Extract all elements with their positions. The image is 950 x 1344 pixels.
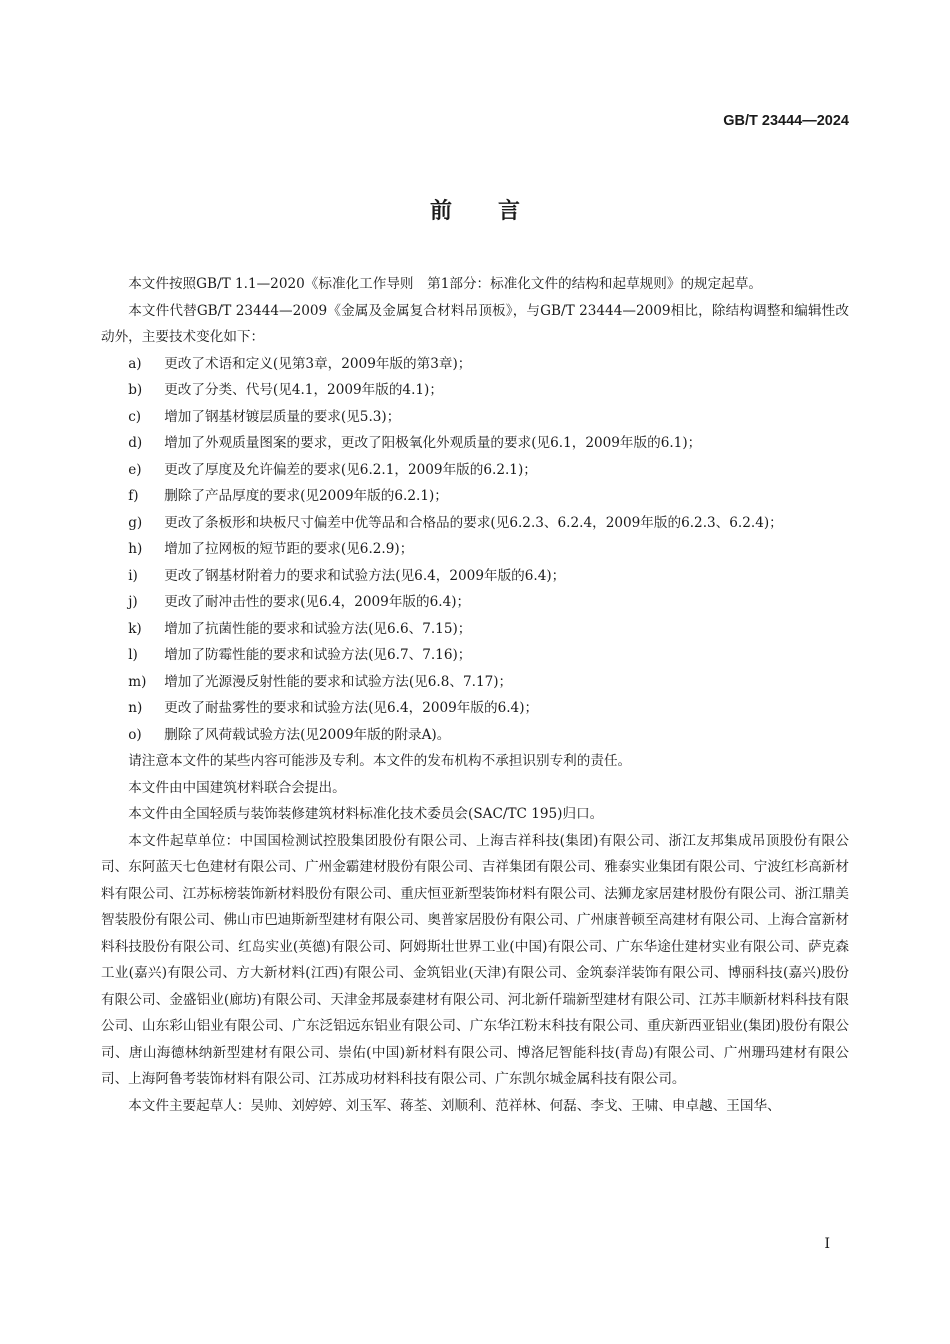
page-number: I — [824, 1236, 830, 1252]
list-marker: k) — [128, 620, 142, 637]
list-marker: m) — [128, 673, 147, 690]
list-text: 删除了产品厚度的要求(见2009年版的6.2.1)； — [164, 488, 448, 504]
list-item — [101, 536, 849, 563]
list-text: 增加了拉网板的短节距的要求(见6.2.9)； — [164, 541, 414, 557]
list-item — [101, 457, 849, 484]
list-item — [101, 510, 849, 537]
list-text: 更改了分类、代号(见4.1，2009年版的4.1)； — [164, 382, 443, 398]
list-text: 更改了厚度及允许偏差的要求(见6.2.1，2009年版的6.2.1)； — [164, 461, 537, 478]
page-title: 前言 — [429, 199, 566, 224]
list-item — [101, 616, 849, 643]
list-marker: a) — [128, 355, 142, 372]
paragraph: 本文件由全国轻质与装饰装修建筑材料标准化技术委员会(SAC/TC 195)归口。 — [128, 806, 604, 822]
list-item — [101, 669, 849, 696]
drafters-paragraph: 本文件主要起草人：吴帅、刘婷婷、刘玉军、蒋荃、刘顺利、范祥林、何磊、李戈、王啸、申卓越、王国华、 — [128, 1097, 781, 1114]
list-item — [101, 351, 849, 378]
list-marker: o) — [128, 726, 142, 743]
list-item — [101, 695, 849, 722]
list-marker: d) — [128, 435, 143, 451]
list-marker: c) — [128, 408, 142, 425]
paragraph: 请注意本文件的某些内容可能涉及专利。本文件的发布机构不承担识别专利的责任。 — [128, 753, 632, 769]
list-marker: e) — [128, 461, 142, 478]
list-text: 更改了耐盐雾性的要求和试验方法(见6.4，2009年版的6.4)； — [164, 700, 539, 716]
list-marker: j) — [128, 594, 138, 610]
list-text: 增加了外观质量图案的要求，更改了阳极氧化外观质量的要求(见6.1，2009年版的6.1)； — [164, 435, 702, 451]
list-text: 增加了光源漫反射性能的要求和试验方法(见6.8、7.17)； — [164, 673, 513, 690]
list-marker: l) — [128, 647, 138, 663]
list-item — [101, 722, 849, 749]
list-marker: f) — [128, 488, 139, 504]
list-text: 增加了钢基材镀层质量的要求(见5.3)； — [164, 408, 401, 425]
list-text: 更改了术语和定义(见第3章，2009年版的第3章)； — [164, 355, 472, 372]
standard-code: GB/T 23444—2024 — [723, 113, 849, 129]
list-text: 更改了耐冲击性的要求(见6.4，2009年版的6.4)； — [164, 594, 471, 610]
list-text: 增加了防霉性能的要求和试验方法(见6.7、7.16)； — [164, 647, 472, 663]
list-item — [101, 483, 849, 510]
list-marker: g) — [128, 514, 143, 531]
list-marker: h) — [128, 541, 143, 557]
paragraph: 本文件由中国建筑材料联合会提出。 — [128, 779, 346, 796]
paragraph: 本文件代替GB/T 23444—2009《金属及金属复合材料吊顶板》，与GB/T 23444—2009相比，除结构调整和编辑性改动外，主要技术变化如下： — [101, 302, 849, 345]
list-marker: b) — [128, 382, 143, 398]
list-marker: i) — [128, 567, 138, 584]
list-item — [101, 377, 849, 404]
list-item — [101, 430, 849, 457]
list-item — [101, 642, 849, 669]
drafting-units-paragraph: 本文件起草单位：中国国检测试控股集团股份有限公司、上海吉祥科技(集团)有限公司、浙江友邦集成吊顶股份有限公司、东阿蓝天七色建材有限公司、广州金霸建材股份有限公司、吉祥集团有限公司、雅泰实业集团有限公司、宁波红杉高新材料有限公司、江苏标榜装饰新材料股份有限公司、重庆恒亚新型装饰材料有限公司、法狮龙家居建材股份有限公司、浙江鼎美智装股份有限公司、佛山市巴迪斯新型建材有限公司、奥普家居股份有限公司、广州康普顿至高建材有限公司、上海合富新材料科技股份有限公司、红岛实业(英德)有限公司、阿姆斯壮世界工业(中国)有限公司、广东华途仕建材实业有限公司、萨克森工业(嘉兴)有限公司、方大新材料(江西)有限公司、金筑铝业(天津)有限公司、金筑泰洋装饰有限公司、博丽科技(嘉兴)股份有限公司、金盛铝业(廊坊)有限公司、天津金邦晟泰建材有限公司、河北新仟瑞新型建材有限公司、江苏丰顺新材料科技有限公司、山东彩山铝业有限公司、广东泛铝远东铝业有限公司、广东华江粉末科技有限公司、重庆新西亚铝业(集团)股份有限公司、唐山海德林纳新型建材有限公司、崇佑(中国)新材料有限公司、博洛尼智能科技(青岛)有限公司、广州珊玛建材有限公司、上海阿鲁考装饰材料有限公司、江苏成功材料科技有限公司、广东凯尔城金属科技有限公司。 — [101, 832, 849, 1087]
list-item — [101, 404, 849, 431]
list-text: 删除了风荷载试验方法(见2009年版的附录A)。 — [164, 726, 451, 743]
paragraph: 本文件按照GB/T 1.1—2020《标准化工作导则 第1部分：标准化文件的结构和起草规则》的规定起草。 — [128, 276, 763, 292]
list-item — [101, 563, 849, 590]
list-text: 更改了条板形和块板尺寸偏差中优等品和合格品的要求(见6.2.3、6.2.4，2009年版的6.2.3、6.2.4)； — [164, 514, 783, 531]
list-text: 更改了钢基材附着力的要求和试验方法(见6.4，2009年版的6.4)； — [164, 567, 566, 584]
list-marker: n) — [128, 700, 143, 716]
document-body — [101, 271, 849, 1119]
list-item — [101, 589, 849, 616]
list-text: 增加了抗菌性能的要求和试验方法(见6.6、7.15)； — [164, 620, 472, 637]
